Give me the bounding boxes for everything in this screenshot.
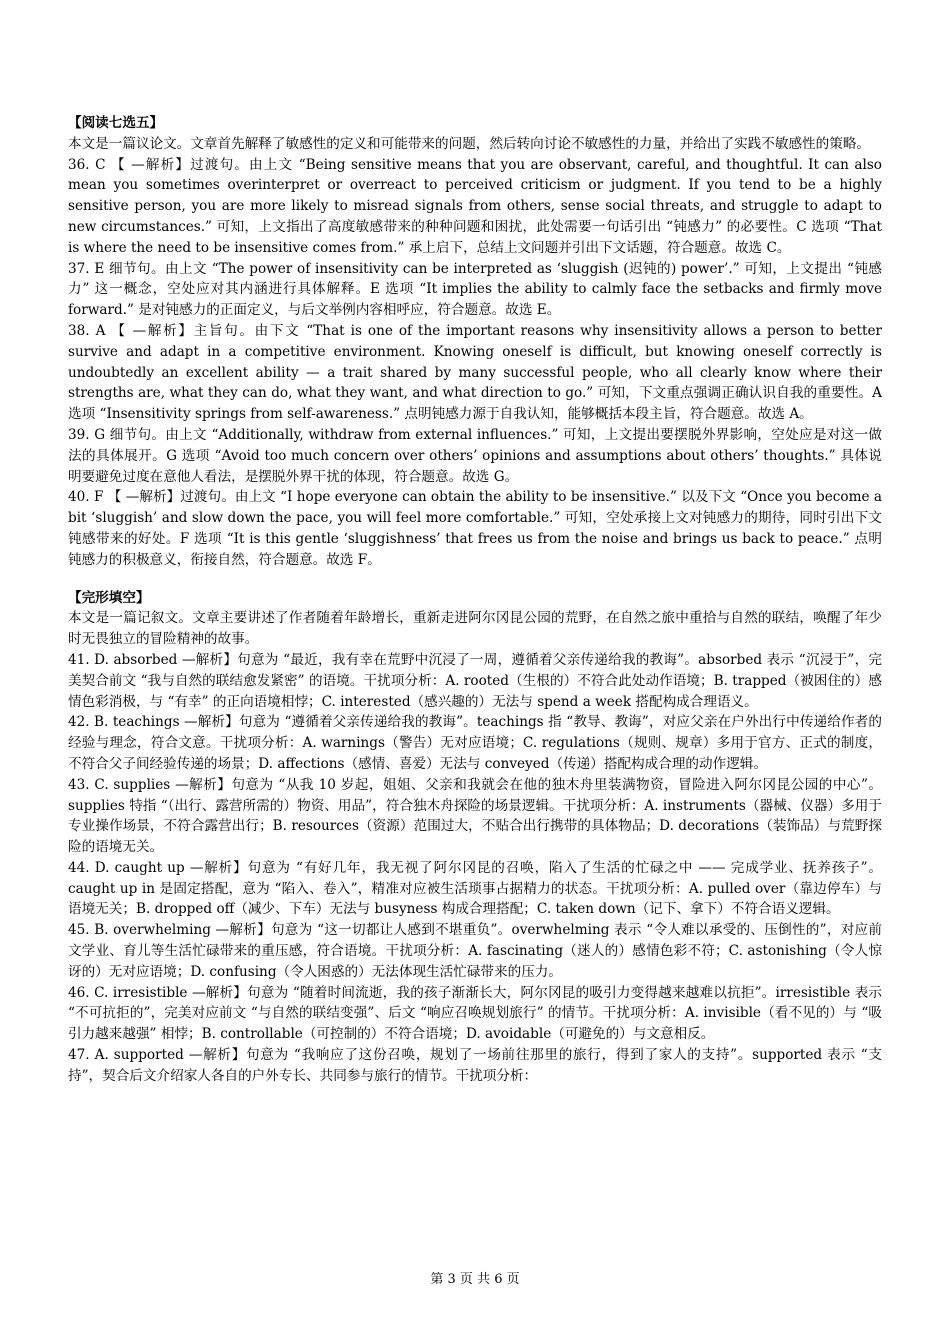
cloze-section-intro: 本文是一篇记叙文。文章主要讲述了作者随着年龄增长，重新走进阿尔冈昆公园的荒野，在自然之旅中重拾与自然的联结，唤醒了年少时无畏独立的冒险精神的故事。 [68, 610, 882, 648]
answer-item-39: 39. G 细节句。由上文 “Additionally, withdraw from external influences.” 可知，上文提出要摆脱外界影响，空处应是对这一做法的具体展开。G 选项 “Avoid too much concern over others’ opinions and assumptions about others’ thoughts.” 具体说明要避免过度在意他人看法，是摆脱外界干扰的体现，符合题意。故选 G。 [68, 426, 882, 485]
answer-item-47: 47. A. supported —解析】句意为 “我响应了这份召唤，规划了一场前往那里的旅行，得到了家人的支持”。supported 表示 “支持”，契合后文介绍家人各自的户外专长、共同参与旅行的情节。干扰项分析： [68, 1047, 882, 1084]
answer-item-40: 40. F 【 —解析】过渡句。由上文 “I hope everyone can obtain the ability to be insensitive.” 以及下文 “Once you become a bit ‘sluggish’ and slow down the pace, you will feel more comfortable.” 可知，空处承接上文对钝感力的期待，同时引出下文钝感带来的好处。F 选项 “It is this gentle ‘sluggishness’ that frees us from the noise and brings us back to peace.” 点明钝感力的积极意义，衔接自然，符合题意。故选 F。 [68, 489, 882, 568]
reading-section-heading: 【阅读七选五】 [68, 115, 164, 131]
reading-section-intro: 本文是一篇议论文。文章首先解释了敏感性的定义和可能带来的问题，然后转向讨论不敏感性的力量，并给出了实践不敏感性的策略。 [68, 135, 871, 152]
answer-item-45: 45. B. overwhelming —解析】句意为 “这一切都让人感到不堪重负”。overwhelming 表示 “令人难以承受的、压倒性的”，对应前文学业、育儿等生活忙碌带来的重压感，符合语境。干扰项分析：A. fascinating（迷人的）感情色彩不符；C. astonishing（令人惊讶的）无对应语境；D. confusing（令人困惑的）无法体现生活忙碌带来的压力。 [68, 922, 882, 980]
cloze-section-heading: 【完形填空】 [68, 589, 150, 606]
page-number-footer: 第 3 页 共 6 页 [430, 1272, 520, 1287]
answer-item-37: 37. E 细节句。由上文 “The power of insensitivity can be interpreted as ‘sluggish (迟钝的) power’.” 可知，上文提出 “钝感力” 这一概念，空处应对其内涵进行具体解释。E 选项 “It implies the ability to calmly face the setbacks and firmly move forward.” 是对钝感力的正面定义，与后文举例内容相呼应，符合题意。故选 E。 [68, 260, 882, 319]
answer-item-41: 41. D. absorbed —解析】句意为 “最近，我有幸在荒野中沉浸了一周，遵循着父亲传递给我的教诲”。absorbed 表示 “沉浸于”，完美契合前文 “我与自然的联结愈发紧密” 的语境。干扰项分析：A. rooted（生根的）不符合此处动作语境；B. trapped（被困住的）感情色彩消极，与 “有幸” 的正向语境相悖；C. interested（感兴趣的）无法与 spend a week 搭配构成合理语义。 [68, 651, 882, 710]
answer-item-38: 38. A 【 —解析】主旨句。由下文 “That is one of the important reasons why insensitivity allows a person to better survive and adapt in a competitive environment. Knowing oneself is difficult, but knowing oneself correctly is undoubtedly an excellent ability — a trait shared by many successful people, who all clearly know where their strengths are, what they can do, what they want, and what direction to go.” 可知，下文重点强调正确认识自我的重要性。A 选项 “Insensitivity springs from self-awareness.” 点明钝感力源于自我认知，能够概括本段主旨，符合题意。故选 A。 [68, 322, 882, 423]
answer-item-43: 43. C. supplies —解析】句意为 “从我 10 岁起，姐姐、父亲和我就会在他的独木舟里装满物资，冒险进入阿尔冈昆公园的中心”。supplies 特指 “（出行、露营所需的）物资、用品”，符合独木舟探险的场景逻辑。干扰项分析：A. instruments（器械、仪器）多用于专业操作场景，不符合露营出行；B. resources（资源）范围过大，不贴合出行携带的具体物品；D. decorations（装饰品）与荒野探险的语境无关。 [68, 776, 882, 856]
answer-item-36: 36. C 【 —解析】过渡句。由上文 “Being sensitive means that you are observant, careful, and thoughtful. It can also mean you sometimes overinterpret or overreact to perceived criticism or judgment. If you tend to be a highly sensitive person, you are more likely to misread signals from others, sense social threats, and struggle to adapt to new circumstances.” 可知，上文指出了高度敏感带来的种种问题和困扰，此处需要一句话引出 “钝感力” 的必要性。C 选项 “That is where the need to be insensitive comes from.” 承上启下，总结上文问题并引出下文话题，符合题意。故选 C。 [68, 156, 882, 256]
answer-item-42: 42. B. teachings —解析】句意为 “遵循着父亲传递给我的教诲”。teachings 指 “教导、教诲”，对应父亲在户外出行中传递给作者的经验与理念，符合文意。干扰项分析：A. warnings（警告）无对应语境；C. regulations（规则、规章）多用于官方、正式的制度，不符合父子间经验传递的场景；D. affections（感情、喜爱）无法与 conveyed（传递）搭配构成合理的动作逻辑。 [68, 714, 882, 772]
answer-item-46: 46. C. irresistible —解析】句意为 “随着时间流逝，我的孩子渐渐长大，阿尔冈昆的吸引力变得越来越难以抗拒”。irresistible 表示 “不可抗拒的”，完美对应前文 “与自然的联结变强”、后文 “响应召唤规划旅行” 的情节。干扰项分析：A. invisible（看不见的）与 “吸引力越来越强” 相悖；B. controllable（可控制的）不符合语境；D. avoidable（可避免的）与文意相反。 [68, 984, 882, 1043]
page-content [68, 113, 882, 1087]
answer-item-44: 44. D. caught up —解析】句意为 “有好几年，我无视了阿尔冈昆的召唤，陷入了生活的忙碌之中 —— 完成学业、抚养孩子”。caught up in 是固定搭配，意为 “陷入、卷入”，精准对应被生活琐事占据精力的状态。干扰项分析：A. pulled over（靠边停车）与语境无关；B. dropped off（减少、下车）无法与 busyness 构成合理搭配；C. taken down（记下、拿下）不符合语义逻辑。 [68, 859, 882, 918]
section-spacer [68, 571, 882, 588]
